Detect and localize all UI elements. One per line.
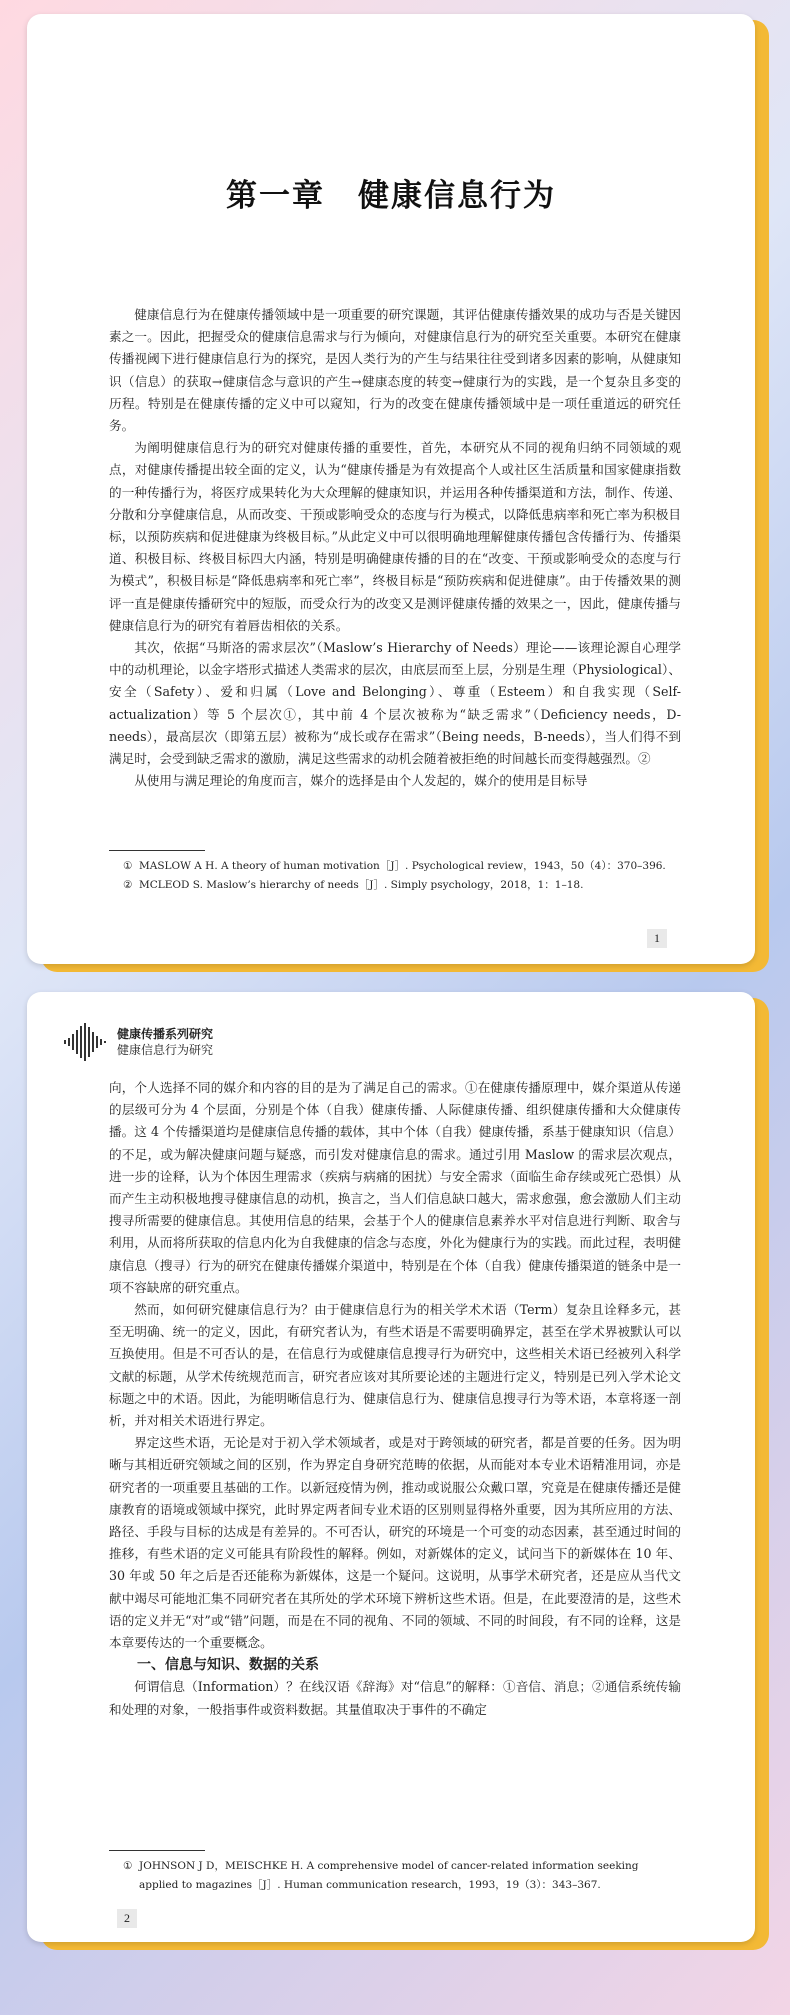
paragraph: 界定这些术语，无论是对于初入学术领域者，或是对于跨领域的研究者，都是首要的任务。因为明晰与其相近研究领域之间的区别，作为界定自身研究范畴的依据，从而能对本专业术语精准用词，亦是研究者的一项重要且基础的工作。以新冠疫情为例，推动或说服公众戴口罩，究竟是在健康传播还是健康教育的语境或领域中探究，此时界定两者间专业术语的区别则显得格外重要，因为其所应用的方法、路径、手段与目标的达成是有差异的。不可否认，研究的环境是一个可变的动态因素，甚至通过时间的推移，有些术语的定义可能具有阶段性的解释。例如，对新媒体的定义，试问当下的新媒体在 10 年、30 年或 50 年之后是否还能称为新媒体，这是一个疑问。这说明，从事学术研究者，还是应从当代文献中竭尽可能地汇集不同研究者在其所处的学术环境下辨析这些术语。但是，在此要澄清的是，这些术语的定义并无“对”或“错”问题，而是在不同的视角、不同的领域、不同的时间段，有不同的诠释，这是本章要传达的一个重要概念。	[109, 1435, 681, 1651]
section-heading: 一、信息与知识、数据的关系	[137, 1657, 319, 1674]
page-number: 1	[647, 929, 667, 948]
page-2-footnotes	[109, 1850, 681, 1895]
chapter-title: 第一章 健康信息行为	[226, 178, 556, 214]
footnote-mark: ①	[123, 860, 133, 872]
paragraph: 其次，依据“马斯洛的需求层次”（Maslow’s Hierarchy of Needs）理论——该理论源自心理学中的动机理论，以金字塔形式描述人类需求的层次，由底层而至上层，分别是生理（Physiological）、安全（Safety）、爱和归属（Love and Belonging）、尊重（Esteem）和自我实现（Self-actualization）等 5 个层次①，其中前 4 个层次被称为“缺乏需求”（Deficiency needs，D-needs），最高层次（即第五层）被称为“成长或存在需求”（Being needs，B-needs），当人们得不到满足时，会受到缺乏需求的激励，满足这些需求的动机会随着被拒绝的时间越长而变得越强烈。②	[109, 640, 681, 767]
footnote-text: JOHNSON J D，MEISCHKE H. A comprehensive model of cancer-related information seeking applied to magazines［J］. Human communication research，1993，19（3）：343–367.	[139, 1860, 639, 1891]
header-titles	[117, 1026, 213, 1058]
page-2-body	[109, 1077, 681, 1721]
footnote	[109, 876, 681, 895]
page-1	[27, 14, 755, 964]
paragraph: 何谓信息（Information）？在线汉语《辞海》对“信息”的解释：①音信、消息；②通信系统传输和处理的对象，一般指事件或资料数据。其量值取决于事件的不确定	[109, 1679, 681, 1717]
paragraph: 健康信息行为在健康传播领域中是一项重要的研究课题，其评估健康传播效果的成功与否是关键因素之一。因此，把握受众的健康信息需求与行为倾向，对健康信息行为的研究至关重要。本研究在健康传播视阈下进行健康信息行为的探究，是因人类行为的产生与结果往往受到诸多因素的影响，从健康知识（信息）的获取→健康信念与意识的产生→健康态度的转变→健康行为的实践，是一个复杂且多变的历程。特别是在健康传播的定义中可以窥知，行为的改变在健康传播领域中是一项任重道远的研究任务。	[109, 307, 681, 434]
footnote-mark: ②	[123, 879, 133, 891]
paragraph: 然而，如何研究健康信息行为？由于健康信息行为的相关学术术语（Term）复杂且诠释多元，甚至无明确、统一的定义，因此，有研究者认为，有些术语是不需要明确界定，甚至在学术界被默认可以互换使用。但是不可否认的是，在信息行为或健康信息搜寻行为研究中，这些相关术语已经被列入科学文献的标题，从学术传统规范而言，研究者应该对其所要论述的主题进行定义，特别是已列入学术论文标题之中的术语。因此，为能明晰信息行为、健康信息行为、健康信息搜寻行为等术语，本章将逐一剖析，并对相关术语进行界定。	[109, 1302, 681, 1429]
soundwave-icon	[63, 1022, 109, 1062]
paragraph: 为阐明健康信息行为的研究对健康传播的重要性，首先，本研究从不同的视角归纳不同领域的观点，对健康传播提出较全面的定义，认为“健康传播是为有效提高个人或社区生活质量和国家健康指数的一种传播行为，将医疗成果转化为大众理解的健康知识，并运用各种传播渠道和方法，制作、传递、分散和分享健康信息，从而改变、干预或影响受众的态度与行为模式，以降低患病率和死亡率为积极目标，以预防疾病和促进健康为终极目标。”从此定义中可以很明确地理解健康传播包含传播行为、传播渠道、积极目标、终极目标四大内涵，特别是明确健康传播的目的在“改变、干预或影响受众的态度与行为模式”，积极目标是“降低患病率和死亡率”，终极目标是“预防疾病和促进健康”。由于传播效果的测评一直是健康传播研究中的短版，而受众行为的改变又是测评健康传播的效果之一，因此，健康传播与健康信息行为的研究有着唇齿相依的关系。	[109, 440, 681, 633]
footnote-text: MASLOW A H. A theory of human motivation［J］. Psychological review，1943，50（4）：370–396.	[139, 860, 666, 872]
running-header	[63, 1022, 213, 1062]
footnote-rule	[109, 850, 205, 851]
series-title: 健康传播系列研究	[117, 1027, 214, 1041]
footnote-text: MCLEOD S. Maslow’s hierarchy of needs［J］. Simply psychology，2018，1：1–18.	[139, 879, 584, 891]
footnote	[109, 1857, 681, 1895]
page-2-sheet	[27, 992, 755, 1942]
page-1-footnotes	[109, 850, 681, 895]
page-1-sheet	[27, 14, 755, 964]
book-title: 健康信息行为研究	[117, 1043, 214, 1057]
paragraph: 从使用与满足理论的角度而言，媒介的选择是由个人发起的，媒介的使用是目标导	[134, 773, 588, 789]
page-1-body	[109, 304, 681, 792]
footnote-rule	[109, 1850, 205, 1851]
paragraph: 向，个人选择不同的媒介和内容的目的是为了满足自己的需求。①在健康传播原理中，媒介渠道从传递的层级可分为 4 个层面，分别是个体（自我）健康传播、人际健康传播、组织健康传播和大众健康传播。这 4 个传播渠道均是健康信息传播的载体，其中个体（自我）健康传播，系基于健康知识（信息）的不足，或为解决健康问题与疑惑，而引发对健康信息的需求。通过引用 Maslow 的需求层次观点，进一步的诠释，认为个体因生理需求（疾病与病痛的困扰）与安全需求（面临生命存续或死亡恐惧）从而产生主动积极地搜寻健康信息的动机，换言之，当人们信息缺口越大，需求愈强，愈会激励人们主动搜寻所需要的健康信息。其使用信息的结果，会基于个人的健康信息素养水平对信息进行判断、取舍与利用，从而将所获取的信息内化为自我健康的信念与态度，外化为健康行为的实践。而此过程，表明健康信息（搜寻）行为的研究在健康传播媒介渠道中，特别是在个体（自我）健康传播渠道的链条中是一项不容缺席的研究重点。	[109, 1080, 681, 1295]
footnote-mark: ①	[123, 1860, 133, 1872]
page-2	[27, 992, 755, 1942]
footnote	[109, 857, 681, 876]
page-number: 2	[117, 1909, 137, 1928]
